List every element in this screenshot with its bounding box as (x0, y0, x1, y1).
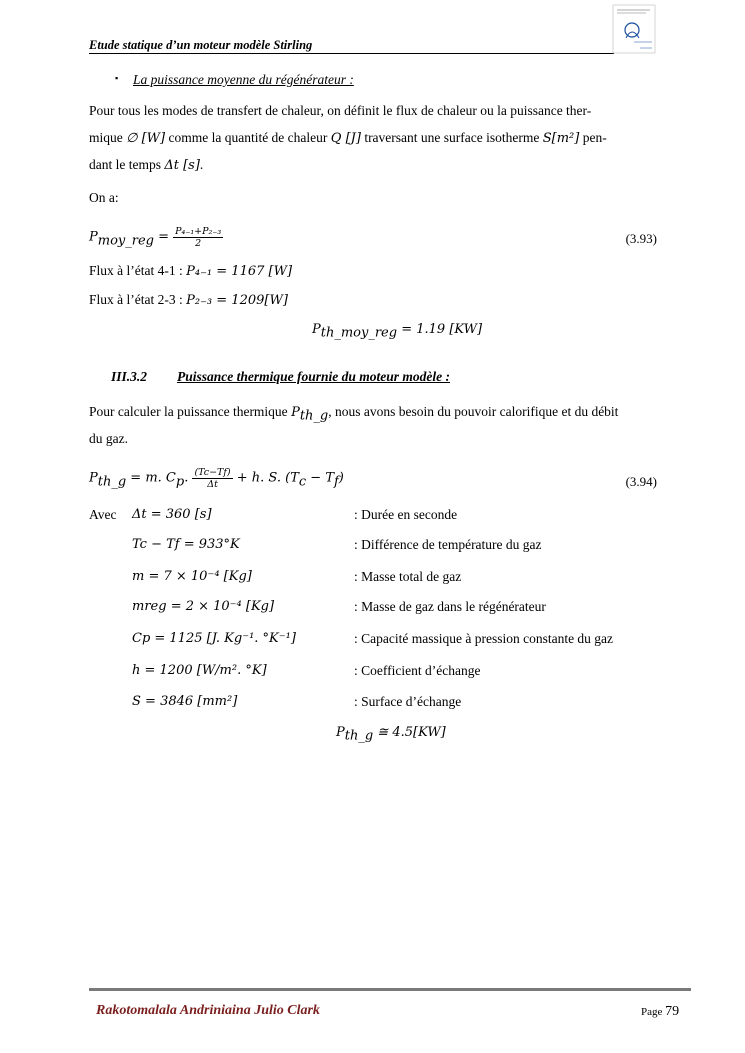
param-desc: : Différence de température du gaz (354, 537, 542, 552)
result-sub: th_g (344, 728, 374, 744)
intro-text: comme la quantité de chaleur (165, 130, 331, 145)
param-desc: : Surface d’échange (354, 694, 462, 709)
eq-mid: = m. C (126, 470, 176, 486)
eq-tail-sub: f (333, 474, 339, 490)
eq-numerator: P₄₋₁+P₂₋₃ (175, 226, 222, 237)
param-symbol: mreg = 2 × 10⁻⁴ [Kg] (132, 599, 275, 614)
symbol-pthg: P (291, 405, 300, 420)
param-symbol: Δt = 360 [s] (132, 507, 212, 522)
eq-tail-sub: c (298, 474, 307, 490)
avec-label: Avec (89, 507, 117, 522)
result-sub: th_moy_reg (320, 325, 398, 341)
flux-41 (89, 263, 292, 279)
section-heading-regenerator: La puissance moyenne du régénérateur : (133, 72, 354, 87)
eq-lhs: P (89, 229, 98, 245)
equation-number: (3.94) (625, 474, 657, 489)
intro-text: dant le temps (89, 157, 165, 172)
header-divider (89, 53, 614, 54)
param-symbol: m = 7 × 10⁻⁴ [Kg] (132, 569, 252, 584)
eq-equals: = (153, 229, 174, 245)
result-regenerator (312, 321, 482, 341)
param-desc: : Durée en seconde (354, 507, 458, 522)
eq-fraction (173, 226, 223, 249)
symbol-heat: Q [J] (330, 131, 361, 146)
on-a-text: On a: (89, 190, 119, 205)
page-number (641, 1004, 679, 1020)
result-symbol: P (312, 322, 321, 337)
symbol-flux: ∅ [W] (126, 131, 166, 146)
intro-line-3 (89, 151, 657, 179)
eq-mid-sub: p (175, 474, 185, 490)
param-desc: : Coefficient d’échange (354, 663, 481, 678)
equation-3-93 (89, 226, 223, 249)
thermal-text-line-2: du gaz. (89, 431, 128, 446)
flux-41-value: P₄₋₁ = 1167 [W] (186, 264, 293, 279)
flux-23 (89, 292, 288, 308)
result-value: ≅ 4.5[KW] (373, 725, 446, 740)
intro-text: . (199, 157, 204, 172)
param-desc: : Masse de gaz dans le régénérateur (354, 599, 546, 614)
eq-lhs-sub: th_g (97, 474, 127, 490)
intro-line-1: Pour tous les modes de transfert de chaleur, on définit le flux de chaleur ou la puissance ther- (89, 103, 592, 118)
eq-tail: ) (338, 470, 344, 486)
section-number: III.3.2 (111, 369, 148, 384)
eq-dot: . (184, 470, 193, 486)
intro-text: traversant une surface isotherme (360, 130, 543, 145)
symbol-time: Δt [s] (164, 158, 200, 173)
eq-tail: − T (306, 470, 334, 486)
eq-denominator: Δt (207, 479, 218, 490)
page-label: Page (641, 1006, 666, 1018)
section-title: Puissance thermique fournie du moteur modèle : (177, 369, 451, 384)
footer-divider (89, 988, 691, 991)
bullet-icon: ▪ (115, 73, 119, 83)
result-value: = 1.19 [KW] (397, 322, 483, 337)
flux-23-label: Flux à l’état 2-3 : (89, 292, 187, 307)
intro-text: pen- (579, 130, 607, 145)
page-number-value: 79 (665, 1004, 680, 1019)
intro-line-2 (89, 124, 657, 152)
param-symbol: Cp = 1125 [J. Kg⁻¹. °K⁻¹] (132, 631, 296, 646)
param-symbol: h = 1200 [W/m². °K] (132, 663, 267, 678)
param-desc: : Capacité massique à pression constante du gaz (354, 631, 614, 646)
header-title: Etude statique d’un moteur modèle Stirling (89, 38, 313, 52)
param-symbol: Tc − Tf = 933°K (132, 537, 240, 552)
university-logo-icon (612, 4, 656, 54)
eq-tail: + h. S. (T (232, 470, 299, 486)
eq-denominator: 2 (195, 238, 202, 249)
eq-lhs-sub: moy_reg (97, 233, 154, 249)
thermal-text: Pour calculer la puissance thermique (89, 404, 292, 419)
footer-author: Rakotomalala Andriniaina Julio Clark (96, 1003, 320, 1018)
symbol-pthg-sub: th_g (299, 408, 329, 424)
flux-41-label: Flux à l’état 4-1 : (89, 263, 187, 278)
eq-fraction (192, 467, 232, 490)
eq-lhs: P (89, 470, 98, 486)
param-desc: : Masse total de gaz (354, 569, 462, 584)
flux-23-value: P₂₋₃ = 1209[W] (186, 293, 288, 308)
result-symbol: P (336, 725, 345, 740)
equation-3-94 (89, 467, 344, 490)
intro-text: mique (89, 130, 127, 145)
symbol-surface: S[m²] (542, 131, 580, 146)
thermal-text: , nous avons besoin du pouvoir calorifique et du débit (328, 404, 619, 419)
equation-number: (3.93) (625, 231, 657, 246)
result-thermal (336, 724, 446, 744)
param-symbol: S = 3846 [mm²] (132, 694, 238, 709)
eq-numerator: (Tc−Tf) (194, 467, 231, 478)
